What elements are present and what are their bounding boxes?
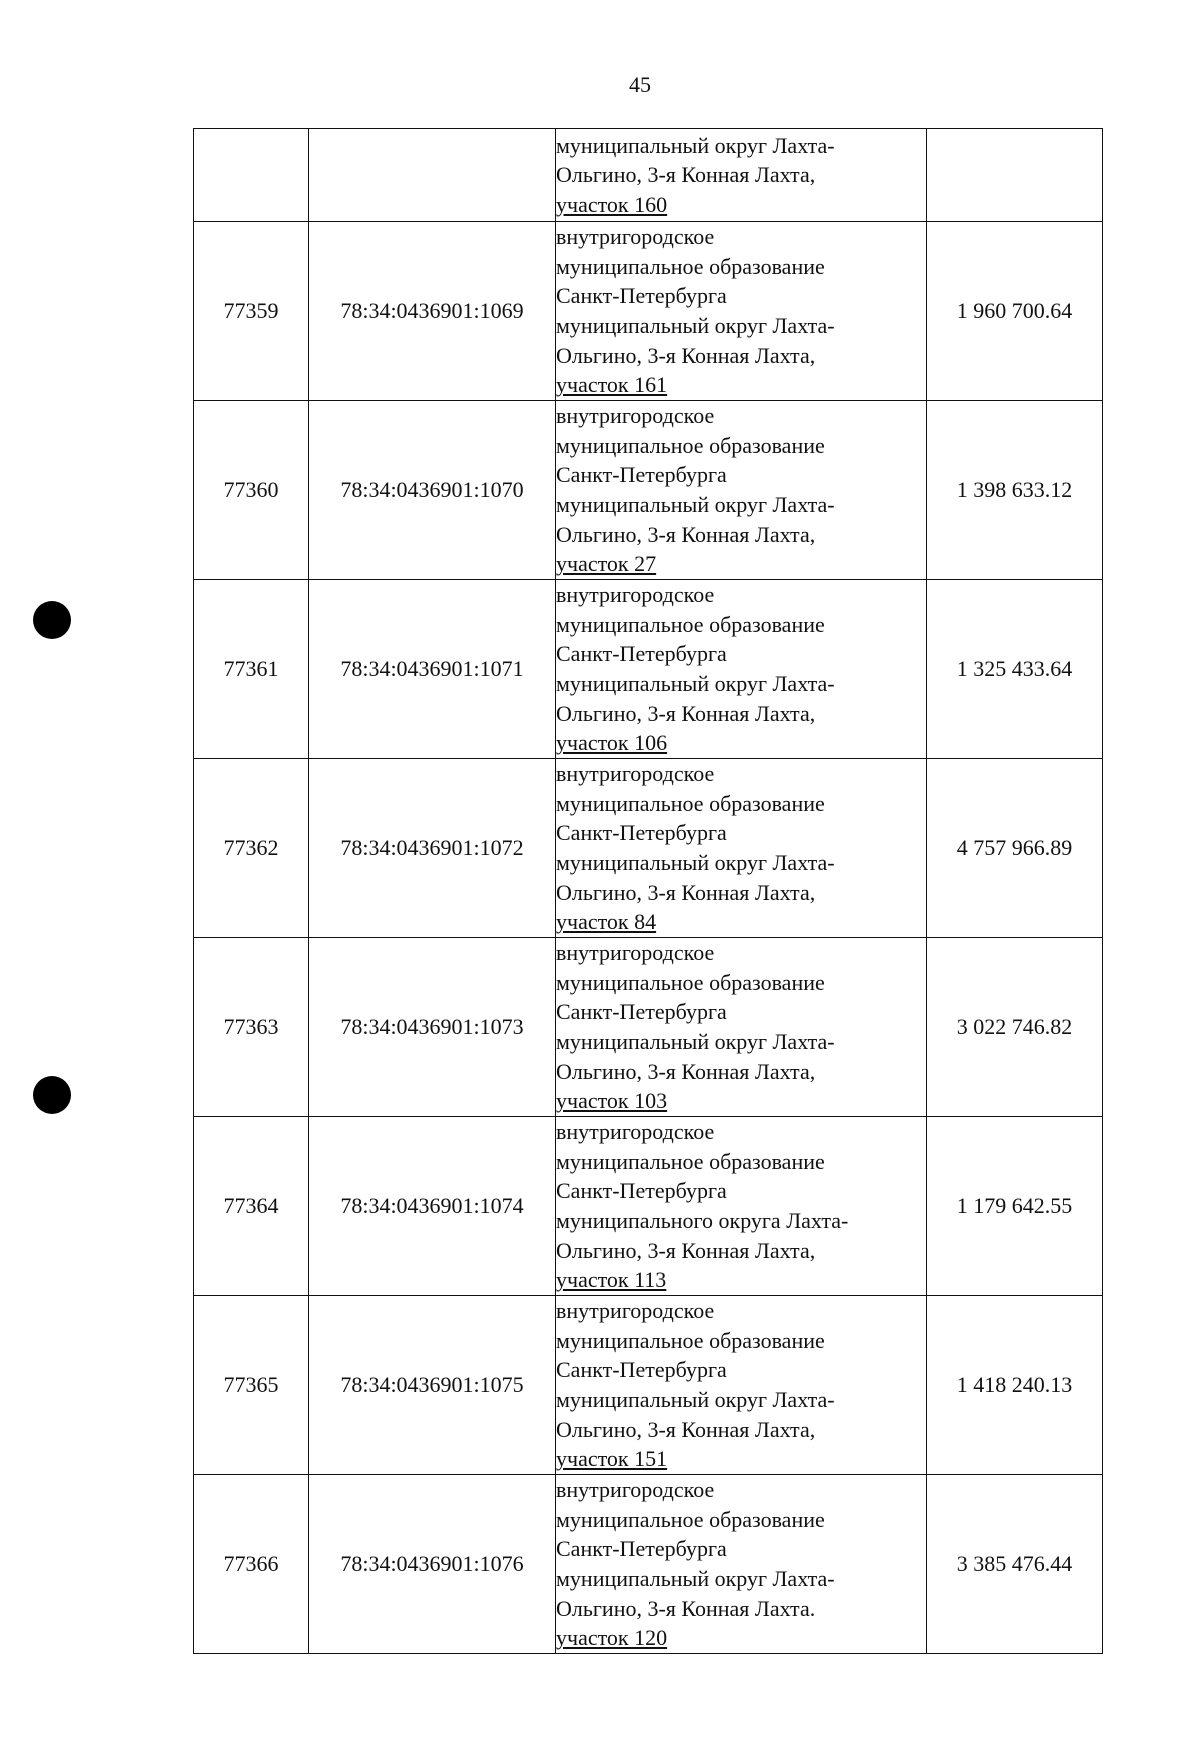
cadastral-value-cell: 1 418 240.13 <box>927 1296 1103 1475</box>
cadastral-value-cell: 3 385 476.44 <box>927 1475 1103 1654</box>
address-line: Ольгино, 3-я Конная Лахта, <box>556 1237 816 1263</box>
table-row <box>194 401 1103 580</box>
cadastral-value-cell: 1 398 633.12 <box>927 401 1103 580</box>
address-line: участок 27 <box>556 551 657 577</box>
address-line: внутригородское <box>556 1477 715 1503</box>
address-line: внутригородское <box>556 1119 715 1145</box>
address-line: участок 151 <box>556 1446 668 1472</box>
cadastral-value-cell: 1 179 642.55 <box>927 1117 1103 1296</box>
address-line: Ольгино, 3-я Конная Лахта, <box>556 342 816 368</box>
address-line: муниципальное образование <box>556 969 825 995</box>
address-line: Ольгино, 3-я Конная Лахта, <box>556 1416 816 1442</box>
address-line: Санкт-Петербурга <box>556 1357 727 1383</box>
address-line: участок 160 <box>556 191 668 217</box>
address-line: внутригородское <box>556 1298 715 1324</box>
address-line: муниципальный округ Лахта- <box>556 1029 835 1054</box>
cadastral-value-cell: 3 022 746.82 <box>927 938 1103 1117</box>
record-number-cell: 77361 <box>194 580 309 759</box>
address-line: муниципальное образование <box>556 611 825 637</box>
address-line: участок 103 <box>556 1088 668 1114</box>
address-line: муниципального округа Лахта- <box>556 1208 849 1233</box>
record-number-cell: 77365 <box>194 1296 309 1475</box>
address-line: муниципальное образование <box>556 1327 825 1353</box>
punch-hole <box>33 1076 71 1114</box>
record-number-cell: 77364 <box>194 1117 309 1296</box>
page-number: 45 <box>629 72 651 97</box>
address-line: Санкт-Петербурга <box>556 462 727 488</box>
record-number-cell: 77362 <box>194 759 309 938</box>
address-line: муниципальное образование <box>556 1506 825 1532</box>
table-row <box>194 938 1103 1117</box>
address-line: муниципальное образование <box>556 253 825 279</box>
address-cell <box>556 580 927 759</box>
address-line: участок 84 <box>556 909 657 935</box>
address-cell <box>556 401 927 580</box>
address-line: Ольгино, 3-я Конная Лахта, <box>556 1058 816 1084</box>
address-cell <box>556 1117 927 1296</box>
address-line: муниципальный округ Лахта- <box>556 850 835 875</box>
address-line: муниципальное образование <box>556 790 825 816</box>
punch-hole <box>33 601 71 639</box>
cadastral-value-cell: 1 325 433.64 <box>927 580 1103 759</box>
address-cell <box>556 759 927 938</box>
cadastral-number-cell: 78:34:0436901:1075 <box>309 1296 556 1475</box>
table-row <box>194 1117 1103 1296</box>
table-row <box>194 580 1103 759</box>
address-line: муниципальный округ Лахта- <box>556 492 835 517</box>
cadastral-number-cell <box>309 129 556 222</box>
address-line: внутригородское <box>556 582 715 608</box>
address-line: участок 161 <box>556 372 668 398</box>
address-line: Ольгино, 3-я Конная Лахта. <box>556 1595 816 1621</box>
address-cell <box>556 1475 927 1654</box>
address-line: внутригородское <box>556 761 715 787</box>
address-cell <box>556 222 927 401</box>
address-line: Ольгино, 3-я Конная Лахта, <box>556 521 816 547</box>
record-number-cell <box>194 129 309 222</box>
record-number-cell: 77363 <box>194 938 309 1117</box>
table-row <box>194 1296 1103 1475</box>
address-line: участок 113 <box>556 1267 667 1293</box>
address-line: внутригородское <box>556 403 715 429</box>
cadastral-number-cell: 78:34:0436901:1074 <box>309 1117 556 1296</box>
address-cell <box>556 1296 927 1475</box>
address-line: муниципальное образование <box>556 432 825 458</box>
record-number-cell: 77360 <box>194 401 309 580</box>
cadastral-number-cell: 78:34:0436901:1076 <box>309 1475 556 1654</box>
address-line: муниципальный округ Лахта- <box>556 1566 835 1591</box>
address-line: Санкт-Петербурга <box>556 1178 727 1204</box>
cadastral-number-cell: 78:34:0436901:1071 <box>309 580 556 759</box>
cadastral-number-cell: 78:34:0436901:1073 <box>309 938 556 1117</box>
registry-table <box>193 128 1103 1654</box>
table-row <box>194 222 1103 401</box>
address-line: Санкт-Петербурга <box>556 999 727 1025</box>
address-line: Санкт-Петербурга <box>556 283 727 309</box>
table-row <box>194 129 1103 222</box>
address-line: участок 106 <box>556 730 668 756</box>
address-line: внутригородское <box>556 940 715 966</box>
address-line: Санкт-Петербурга <box>556 641 727 667</box>
address-line: Санкт-Петербурга <box>556 1536 727 1562</box>
address-cell <box>556 129 927 222</box>
table-row <box>194 759 1103 938</box>
cadastral-value-cell <box>927 129 1103 222</box>
address-cell <box>556 938 927 1117</box>
address-line: Ольгино, 3-я Конная Лахта, <box>556 162 816 188</box>
cadastral-value-cell: 1 960 700.64 <box>927 222 1103 401</box>
cadastral-number-cell: 78:34:0436901:1070 <box>309 401 556 580</box>
address-line: муниципальный округ Лахта- <box>556 1387 835 1412</box>
table-row <box>194 1475 1103 1654</box>
cadastral-value-cell: 4 757 966.89 <box>927 759 1103 938</box>
address-line: муниципальный округ Лахта- <box>556 671 835 696</box>
address-line: Ольгино, 3-я Конная Лахта, <box>556 700 816 726</box>
address-line: муниципальный округ Лахта- <box>556 132 835 158</box>
address-line: Санкт-Петербурга <box>556 820 727 846</box>
record-number-cell: 77366 <box>194 1475 309 1654</box>
address-line: муниципальное образование <box>556 1148 825 1174</box>
cadastral-number-cell: 78:34:0436901:1069 <box>309 222 556 401</box>
registry-table-body <box>194 129 1103 1654</box>
address-line: участок 120 <box>556 1625 668 1651</box>
address-line: Ольгино, 3-я Конная Лахта, <box>556 879 816 905</box>
address-line: внутригородское <box>556 224 715 250</box>
record-number-cell: 77359 <box>194 222 309 401</box>
cadastral-number-cell: 78:34:0436901:1072 <box>309 759 556 938</box>
address-line: муниципальный округ Лахта- <box>556 313 835 338</box>
